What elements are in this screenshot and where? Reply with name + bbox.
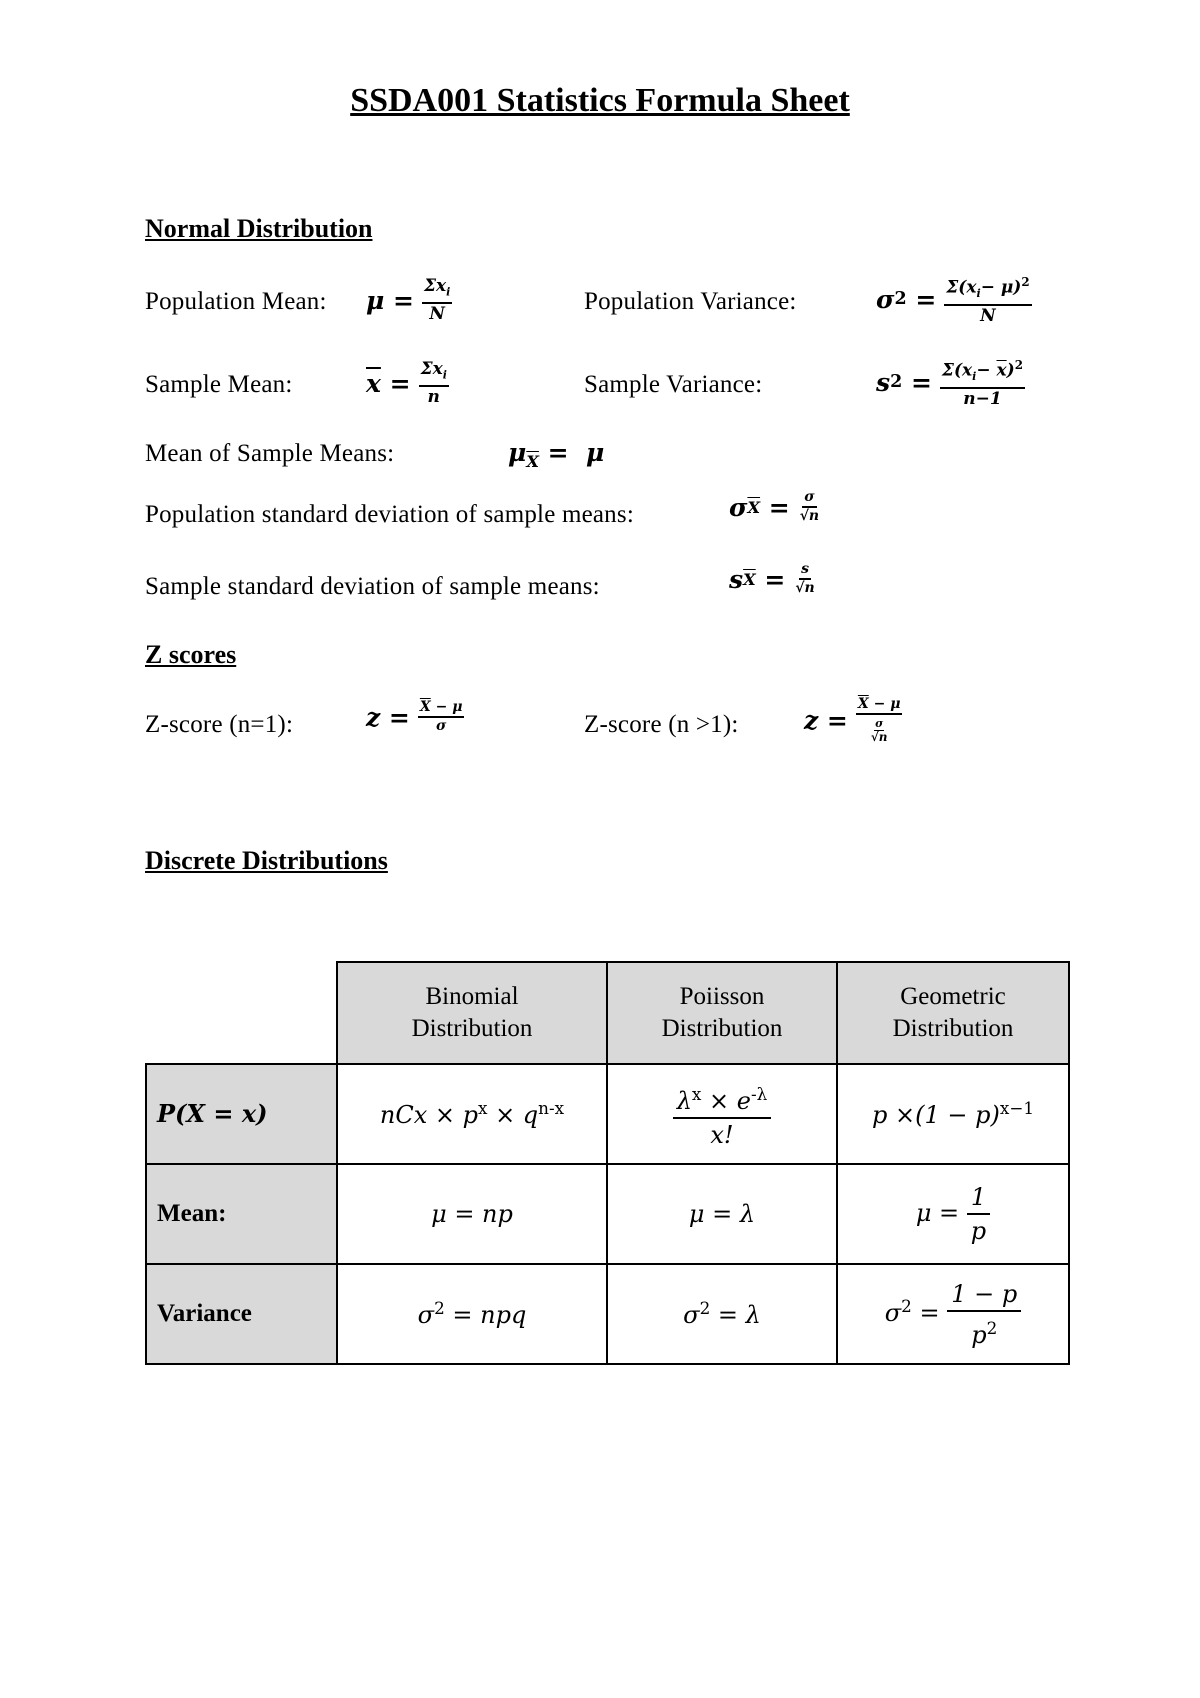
- mean-row-label: Mean:: [146, 1164, 337, 1264]
- sample-sd-sample-means-formula: s $\overline{X}$ = $\frac{s}{√n}$: [729, 561, 815, 596]
- variance-row-label: Variance: [146, 1264, 337, 1364]
- sample-variance-formula: s 2 = $\frac{\Sigma(x_i- \overline{x})^2}{n-1}$: [876, 355, 1025, 409]
- discrete-distributions-heading: Discrete Distributions: [145, 846, 388, 875]
- mean-of-sample-means-formula: $\mu_{\overline{X}} = \mu$: [508, 438, 605, 471]
- population-sd-sample-means-formula: σ $\overline{X}$ = $\frac{\sigma}{√n}$: [729, 489, 820, 524]
- population-mean-formula: μ = $\frac{\Sigma x_i}{N}$: [366, 276, 451, 325]
- geometric-variance-cell: $\sigma^2$ = $\frac{1 - p}{p^2}$: [837, 1264, 1069, 1364]
- geometric-pmf-cell: $p \times(1 - p)^{x-1}$: [837, 1064, 1069, 1164]
- poisson-pmf-cell: $\frac{\lambda^x \times e^{-\lambda}}{x!}$: [607, 1064, 837, 1164]
- sample-sd-sample-means-label: Sample standard deviation of sample means:: [145, 573, 600, 600]
- population-variance-formula: σ 2 = $\frac{\Sigma(x_i- \mu)^2}{N}$: [876, 272, 1032, 326]
- z-score-n2-label: Z-score (n >1):: [584, 711, 739, 738]
- binomial-variance-cell: $\sigma^2$ = npq: [337, 1264, 607, 1364]
- binomial-mean-cell: μ = np: [337, 1164, 607, 1264]
- sample-mean-label: Sample Mean:: [145, 371, 293, 398]
- binomial-pmf-cell: nCx × $p^x \times q^{n-x}$: [337, 1064, 607, 1164]
- binomial-header: Binomial Distribution: [337, 962, 607, 1064]
- table-corner-cell: [146, 962, 337, 1064]
- page-title: SSDA001 Statistics Formula Sheet: [350, 82, 850, 119]
- poisson-variance-cell: $\sigma^2 = \lambda$: [607, 1264, 837, 1364]
- poisson-mean-cell: μ = λ: [607, 1164, 837, 1264]
- population-mean-label: Population Mean:: [145, 288, 327, 315]
- mean-of-sample-means-label: Mean of Sample Means:: [145, 440, 395, 467]
- z-score-n2-formula: z = $\frac{\overline{X} - \mu}{\frac{\sigma}{√n}}$: [804, 696, 901, 744]
- table-header-row: [146, 962, 1069, 1064]
- sample-mean-formula: $\overline{x}$ = $\frac{\Sigma x_i}{n}$: [366, 359, 447, 408]
- pmf-row-label: P(X = x): [146, 1064, 337, 1164]
- z-scores-heading: Z scores: [145, 640, 237, 669]
- z-score-n1-label: Z-score (n=1):: [145, 711, 294, 738]
- geometric-mean-cell: μ = $\frac{1}{p}$: [837, 1164, 1069, 1264]
- table-row: [146, 1164, 1069, 1264]
- population-variance-label: Population Variance:: [584, 288, 797, 315]
- z-score-n1-formula: z = $\frac{\overline{X} - \mu}{\sigma}$: [366, 699, 463, 734]
- population-sd-sample-means-label: Population standard deviation of sample means:: [145, 501, 634, 528]
- sample-variance-label: Sample Variance:: [584, 371, 763, 398]
- table-row: [146, 1264, 1069, 1364]
- geometric-header: Geometric Distribution: [837, 962, 1069, 1064]
- discrete-distributions-table: [145, 961, 1070, 1365]
- poisson-header: Poiisson Distribution: [607, 962, 837, 1064]
- normal-distribution-heading: Normal Distribution: [145, 214, 373, 243]
- table-row: [146, 1064, 1069, 1164]
